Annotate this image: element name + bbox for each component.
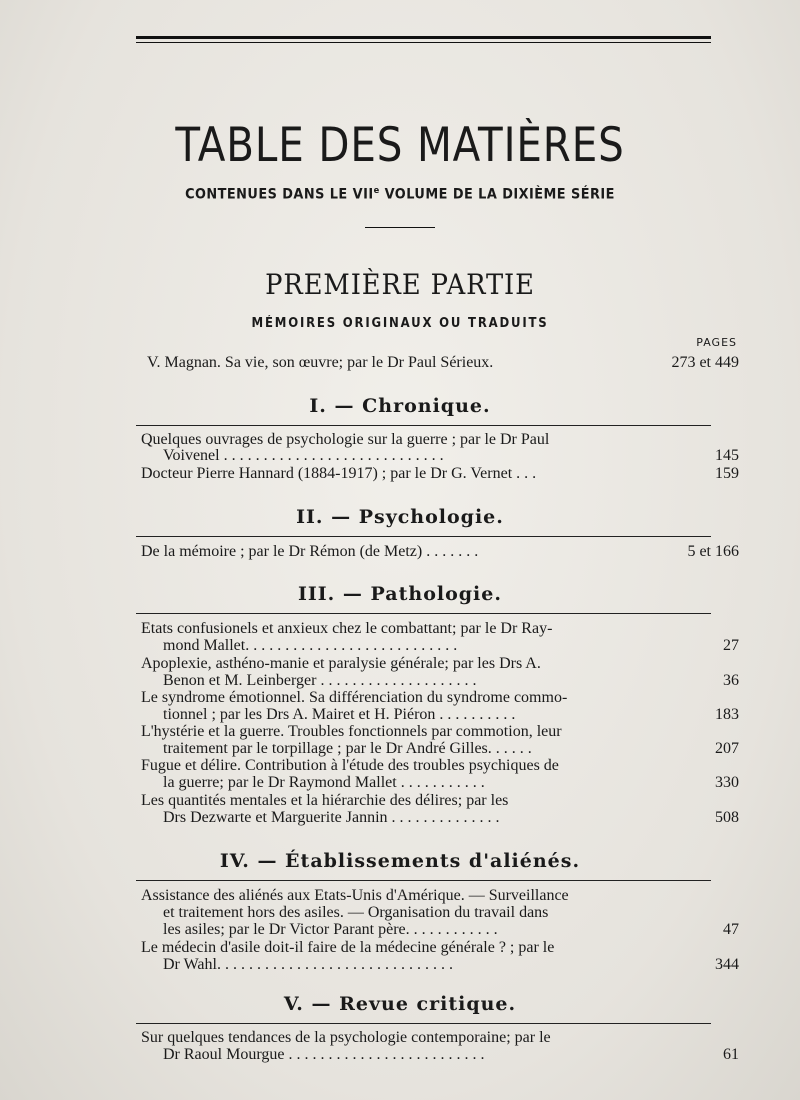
entry-line: Dr Raoul Mourgue . . . . . . . . . . . . . . . . . . . . . . . . .	[163, 1046, 485, 1063]
entry-pages: 27	[723, 637, 739, 654]
entry-pages: 5 et 166	[687, 543, 739, 560]
title-separator-rule	[365, 227, 435, 228]
page-title: TABLE DES MATIÈRES	[175, 118, 625, 173]
entry-line: Dr Wahl. . . . . . . . . . . . . . . . . . . . . . . . . . . . . .	[163, 956, 453, 973]
entry-line: Benon et M. Leinberger . . . . . . . . . . . . . . . . . . . .	[163, 672, 477, 689]
entry-line: et traitement hors des asiles. — Organisation du travail dans	[163, 904, 549, 921]
section-rule	[136, 425, 711, 426]
entry-pages: 183	[715, 706, 739, 723]
section-rule	[136, 880, 711, 881]
entry-line: Etats confusionels et anxieux chez le combattant; par le Dr Ray-	[141, 620, 553, 637]
volume-subtitle: CONTENUES DANS LE VIIe VOLUME DE LA DIXIÈME SÉRIE	[185, 186, 615, 203]
entry-pages: 145	[715, 447, 739, 464]
entry-line: Docteur Pierre Hannard (1884-1917) ; par le Dr G. Vernet . . .	[141, 465, 537, 482]
entry-line: Quelques ouvrages de psychologie sur la guerre ; par le Dr Paul	[141, 431, 550, 448]
entry-pages: 207	[715, 740, 739, 757]
entry-line: Assistance des aliénés aux Etats-Unis d'Amérique. — Surveillance	[141, 887, 569, 904]
entry-pages: 344	[715, 956, 739, 973]
entry-line: mond Mallet. . . . . . . . . . . . . . . . . . . . . . . . . . .	[163, 637, 458, 654]
entry-pages: 330	[715, 774, 739, 791]
entry-line: les asiles; par le Dr Victor Parant père. . . . . . . . . . . .	[163, 921, 498, 938]
entry-pages: 273 et 449	[671, 354, 739, 371]
entry-line: tionnel ; par les Drs A. Mairet et H. Piéron . . . . . . . . . .	[163, 706, 516, 723]
entry-pages: 36	[723, 672, 739, 689]
pages-column-label: PAGES	[696, 336, 737, 349]
part-title: PREMIÈRE PARTIE	[265, 268, 535, 301]
section-heading: I. — Chronique.	[309, 395, 491, 417]
section-heading: IV. — Établissements d'aliénés.	[219, 850, 581, 872]
entry-line: Le médecin d'asile doit-il faire de la médecine générale ? ; par le	[141, 939, 555, 956]
entry-pages: 61	[723, 1046, 739, 1063]
entry-line: Fugue et délire. Contribution à l'étude des troubles psychiques de	[141, 757, 559, 774]
entry-line: la guerre; par le Dr Raymond Mallet . . . . . . . . . . .	[163, 774, 485, 791]
entry-line: Voivenel . . . . . . . . . . . . . . . . . . . . . . . . . . . .	[163, 447, 444, 464]
entry-line: traitement par le torpillage ; par le Dr André Gilles. . . . . .	[163, 740, 532, 757]
section-rule	[136, 1023, 711, 1024]
top-double-rule	[136, 36, 711, 43]
entry-line: V. Magnan. Sa vie, son œuvre; par le Dr Paul Sérieux.	[147, 354, 494, 371]
section-rule	[136, 536, 711, 537]
entry-pages: 159	[715, 465, 739, 482]
section-heading: V. — Revue critique.	[283, 993, 517, 1015]
entry-line: Le syndrome émotionnel. Sa différenciation du syndrome commo-	[141, 689, 568, 706]
entry-line: Drs Dezwarte et Marguerite Jannin . . . . . . . . . . . . . .	[163, 809, 500, 826]
section-heading: II. — Psychologie.	[296, 506, 504, 528]
entry-line: L'hystérie et la guerre. Troubles fonctionnels par commotion, leur	[141, 723, 562, 740]
section-heading: III. — Pathologie.	[298, 583, 502, 605]
entry-pages: 47	[723, 921, 739, 938]
entry-line: Les quantités mentales et la hiérarchie des délires; par les	[141, 792, 509, 809]
entry-pages: 508	[715, 809, 739, 826]
entry-line: Apoplexie, asthéno-manie et paralysie générale; par les Drs A.	[141, 655, 541, 672]
part-subtitle: MÉMOIRES ORIGINAUX OU TRADUITS	[251, 316, 549, 331]
entry-line: De la mémoire ; par le Dr Rémon (de Metz) . . . . . . .	[141, 543, 479, 560]
section-rule	[136, 613, 711, 614]
entry-line: Sur quelques tendances de la psychologie contemporaine; par le	[141, 1029, 551, 1046]
